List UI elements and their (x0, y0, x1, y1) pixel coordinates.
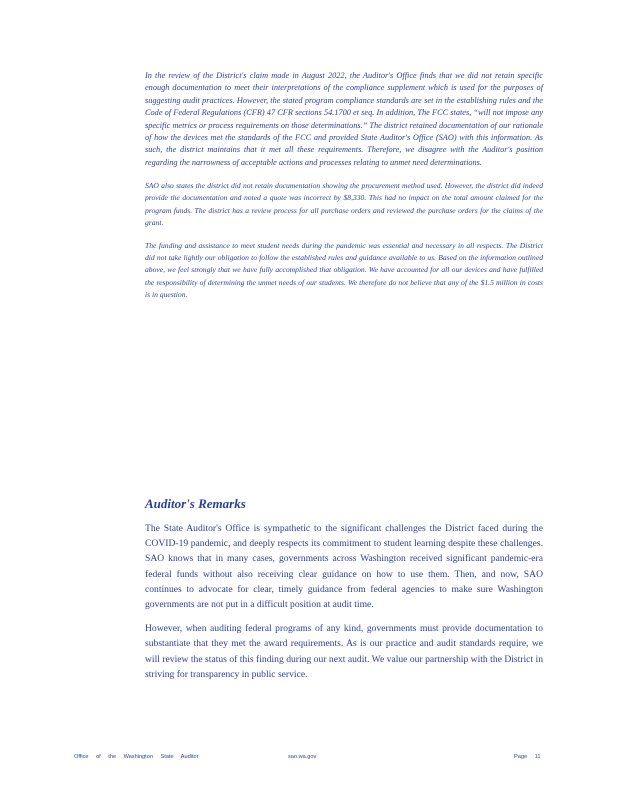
auditor-remarks-heading: Auditor's Remarks (145, 496, 246, 511)
remarks-paragraph-2: However, when auditing federal programs of any kind, governments must provide documentation to substantiate that they met the award requirements. As is our practice and audit standards require, we will review the status of this finding during our next audit. We value our partnership with the District in striving for transparency in public service. (145, 623, 543, 680)
response-paragraph-3: The funding and assistance to meet student needs during the pandemic was essential and necessary in all respects. The District did not take lightly our obligation to follow the established rules and guidance available to us. Based on the information outlined above, we feel strongly that we have fully accomplished that obligation. We have accounted for all our devices and have fulfilled the responsibility of determining the unmet needs of our students. We therefore do not believe that any of the $1.5 million in costs is in question. (145, 241, 543, 299)
remarks-paragraph-1: The State Auditor's Office is sympathetic to the significant challenges the District faced during the COVID-19 pandemic, and deeply respects its commitment to student learning despite these challenges. SAO knows that in many cases, governments across Washington received significant pandemic-era federal funds without also receiving clear guidance on how to use them. Then, and now, SAO continues to advocate for clear, timely guidance from federal agencies to make sure Washington governments are not put in a difficult position at audit time. (145, 523, 543, 611)
footer-website-link[interactable]: sao.wa.gov (288, 754, 317, 760)
footer-page-value: 11 (534, 754, 541, 760)
page-footer (74, 754, 544, 766)
footer-office-name: Office of the Washington State Auditor (74, 754, 199, 760)
auditor-remarks-section (145, 496, 543, 691)
response-paragraph-1: In the review of the District's claim made in August 2022, the Auditor's Office finds that we did not retain specific enough documentation to meet their interpretations of the compliance supplement which is used for the purposes of suggesting audit practices. However, the stated program compliance standards are set in the establishing rules and the Code of Federal Regulations (CFR) 47 CFR sections 54.1700 et seq. In addition, The FCC states, “will not impose any specific metrics or process requirements on those determinations.” The district retained documentation of our rationale of how the devices met the standards of the FCC and provided State Auditor's Office (SAO) with this information. As such, the district maintains that it met all these requirements. Therefore, we disagree with the Auditor's position regarding the narrowness of acceptable actions and processes relating to unmet need determinations. (145, 71, 543, 167)
auditee-response-section (145, 70, 543, 312)
response-paragraph-2: SAO also states the district did not retain documentation showing the procurement method used. However, the district did indeed provide the documentation and noted a quote was incorrect by $8,330. This had no impact on the total amount claimed for the program funds. The district has a review process for all purchase orders and reviewed the purchase orders for the claims of the grant. (145, 181, 543, 227)
footer-page-label: Page (514, 754, 528, 760)
footer-page-number (514, 754, 540, 760)
